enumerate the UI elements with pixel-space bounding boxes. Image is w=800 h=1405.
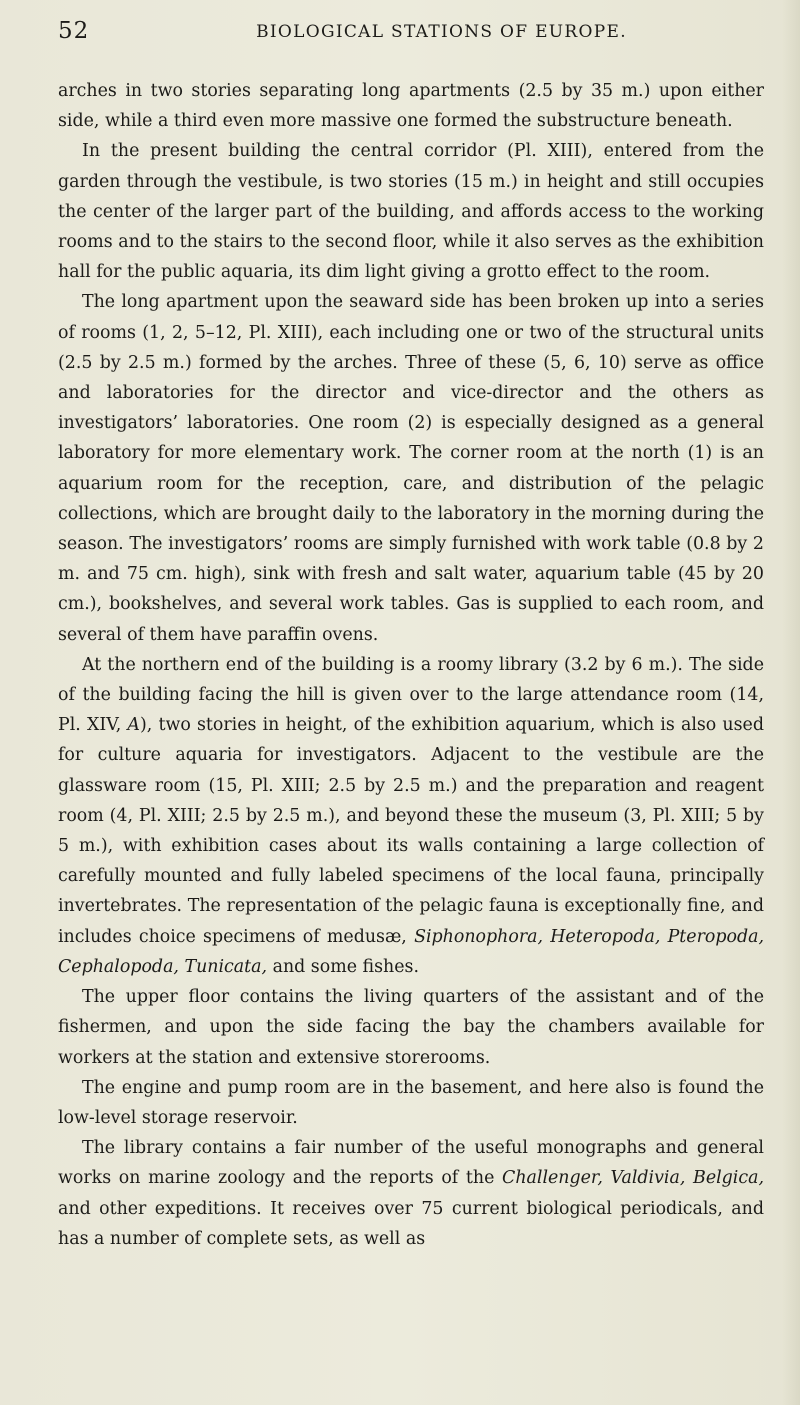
paragraph bbox=[58, 136, 764, 287]
text-run: arches in two stories separating long apartments (2.5 by 35 m.) upon either side, while a third even more massive one formed the substructure beneath. bbox=[58, 81, 764, 132]
text-run: and other expeditions. It receives over 75 current biological periodicals, and has a number of complete sets, as well as bbox=[58, 1198, 764, 1249]
paragraph bbox=[58, 1133, 764, 1254]
text-run: At the northern end of the building is a roomy library (3.2 by 6 m.). The side of the building facing the hill is given over to the large attendance room (14, Pl. XIV, bbox=[58, 654, 764, 736]
paragraph bbox=[58, 1073, 764, 1133]
text-run: and some fishes. bbox=[267, 956, 419, 977]
paragraph bbox=[58, 76, 764, 136]
paragraph bbox=[58, 650, 764, 982]
italic-run: Challenger, Valdivia, Belgica, bbox=[502, 1168, 765, 1189]
paragraph bbox=[58, 982, 764, 1073]
page-edge-shadow bbox=[782, 0, 800, 1405]
running-title: BIOLOGICAL STATIONS OF EUROPE. bbox=[256, 22, 627, 42]
text-run: In the present building the central corridor (Pl. XIII), entered from the garden through the vestibule, is two stories (15 m.) in height and still occupies the center of the larger part of the building, and affords access to the working rooms and to the stairs to the second floor, while it also serves as the exhibition hall for the public aquaria, its dim light giving a grotto effect to the room. bbox=[58, 141, 764, 283]
italic-run: A bbox=[127, 715, 140, 736]
text-run: The upper floor contains the living quarters of the assistant and of the fishermen, and upon the side facing the bay the chambers available for workers at the station and extensive storerooms. bbox=[58, 987, 764, 1068]
text-run: The library contains a fair number of the useful monographs and general works on marine zoology and the reports of the bbox=[58, 1138, 764, 1189]
page-number: 52 bbox=[58, 18, 90, 44]
page-header bbox=[58, 18, 763, 58]
text-run: ), two stories in height, of the exhibition aquarium, which is also used for culture aquaria for investigators. Adjacent to the vestibule are the glassware room (15, Pl. XIII; 2.5 by 2.5 m.) and the preparation and reagent room (4, Pl. XIII; 2.5 by 2.5 m.), and beyond these the museum (3, Pl. XIII; 5 by 5 m.), with exhibition cases about its walls containing a large collection of carefully mounted and fully labeled specimens of the local fauna, principally invertebrates. The representation of the pelagic fauna is exceptionally fine, and includes choice specimens of medusæ, bbox=[58, 715, 764, 947]
text-run: The long apartment upon the seaward side has been broken up into a series of rooms (1, 2, 5–12, Pl. XIII), each including one or two of the structural units (2.5 by 2.5 m.) formed by the arches. Three of these (5, 6, 10) serve as office and laboratories for the director and vice-director and the others as investigators’ laboratories. One room (2) is especially designed as a general laboratory for more elementary work. The corner room at the north (1) is an aquarium room for the reception, care, and distribution of the pelagic collections, which are brought daily to the laboratory in the morning during the season. The investigators’ rooms are simply furnished with work table (0.8 by 2 m. and 75 cm. high), sink with fresh and salt water, aquarium table (45 by 20 cm.), bookshelves, and several work tables. Gas is supplied to each room, and several of them have paraffin ovens. bbox=[58, 292, 764, 645]
body-text bbox=[58, 76, 764, 1254]
italic-run: Siphonophora, Heteropoda, Pteropoda, Cephalopoda, Tunicata, bbox=[58, 926, 764, 977]
paragraph bbox=[58, 287, 764, 649]
text-run: The engine and pump room are in the basement, and here also is found the low-level storage reservoir. bbox=[58, 1077, 764, 1128]
